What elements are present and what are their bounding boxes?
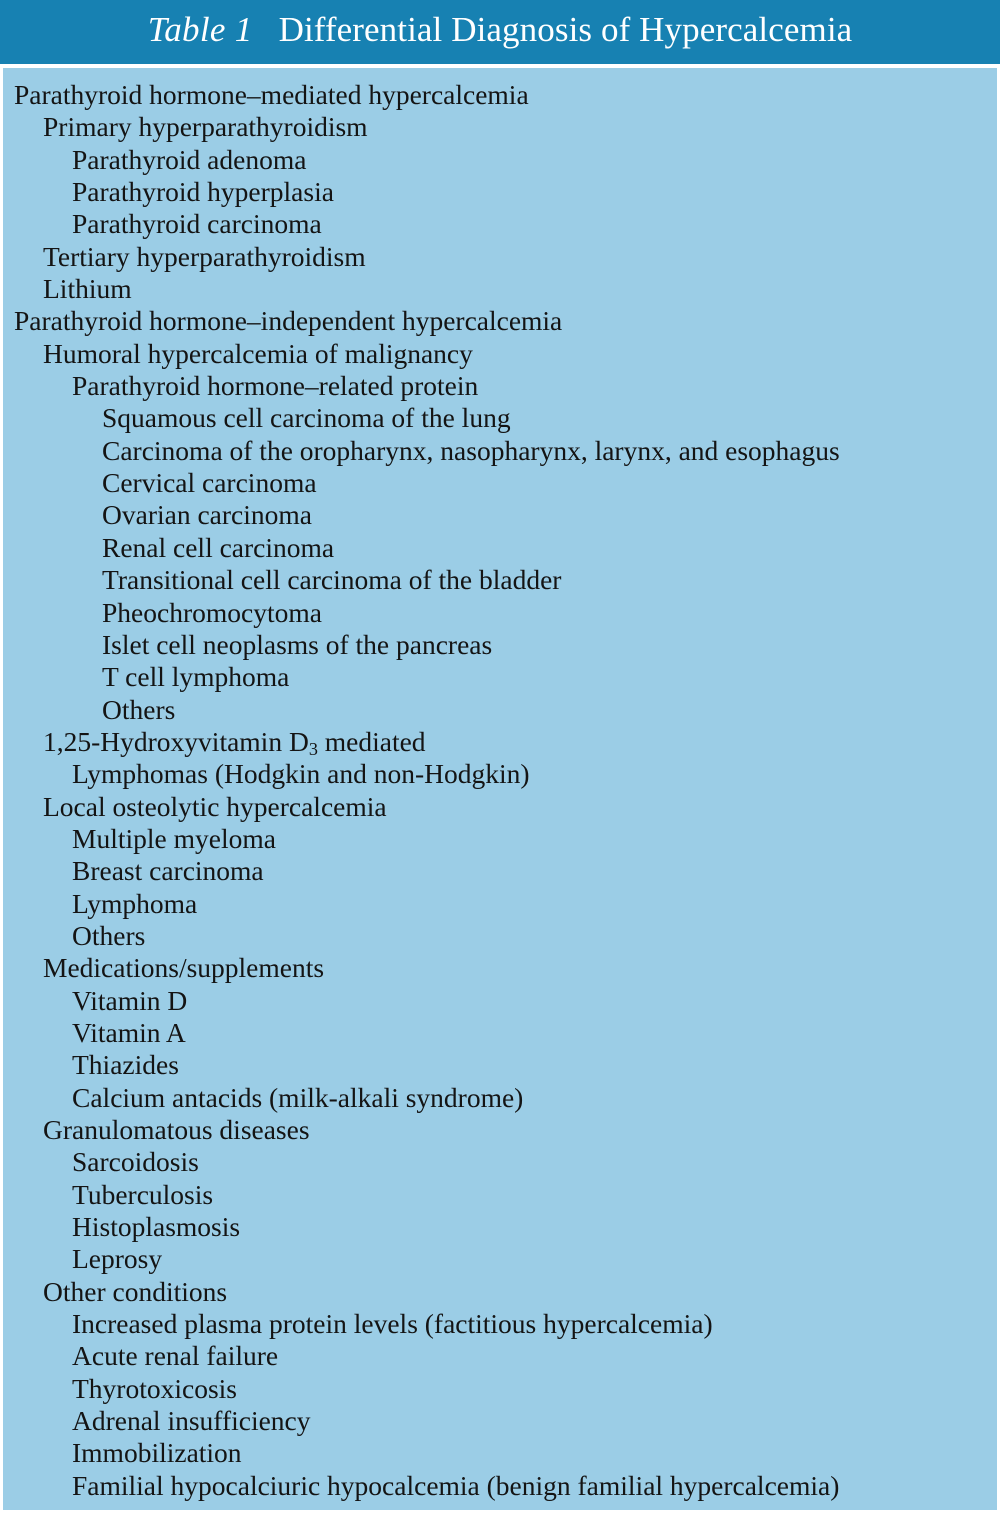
list-item: Lithium — [43, 273, 132, 305]
list-item: Sarcoidosis — [72, 1146, 199, 1178]
list-item: Islet cell neoplasms of the pancreas — [102, 628, 493, 660]
list-item: Parathyroid carcinoma — [72, 208, 322, 240]
list-item: Primary hyperparathyroidism — [43, 111, 368, 143]
list-item: Medications/supplements — [43, 952, 325, 984]
list-item: Tuberculosis — [72, 1178, 214, 1210]
list-item: Local osteolytic hypercalcemia — [43, 790, 387, 822]
list-item: 1,25-Hydroxyvitamin $D_3$ mediated — [43, 725, 426, 759]
list-item: Adrenal insufficiency — [72, 1405, 311, 1437]
list-item: Lymphoma — [72, 887, 198, 919]
list-item: Others — [102, 693, 176, 725]
diagnosis-list — [3, 79, 997, 1502]
list-item: Granulomatous diseases — [43, 1114, 310, 1145]
list-item: Cervical carcinoma — [102, 467, 317, 499]
table-header — [0, 0, 1000, 64]
list-item: Thyrotoxicosis — [72, 1372, 237, 1404]
list-item: Immobilization — [72, 1437, 242, 1469]
list-item: Histoplasmosis — [72, 1211, 241, 1243]
list-item: Parathyroid hyperplasia — [72, 176, 334, 208]
list-item: Renal cell carcinoma — [102, 531, 335, 563]
list-item: Vitamin D — [72, 984, 188, 1016]
list-item: Lymphomas (Hodgkin and non-Hodgkin) — [72, 758, 530, 790]
list-item: Transitional cell carcinoma of the bladder — [102, 564, 562, 596]
list-item: Calcium antacids (milk-alkali syndrome) — [72, 1081, 524, 1113]
list-item: Increased plasma protein levels (factitious hypercalcemia) — [72, 1308, 713, 1340]
list-item: Others — [72, 919, 146, 951]
list-item: Multiple myeloma — [72, 822, 276, 854]
list-item: Squamous cell carcinoma of the lung — [102, 402, 511, 434]
list-item: Parathyroid hormone–independent hypercalcemia — [14, 305, 563, 337]
list-item: T cell lymphoma — [102, 661, 290, 693]
list-item: Parathyroid adenoma — [72, 143, 307, 175]
list-item: Pheochromocytoma — [102, 596, 322, 628]
table-title: Differential Diagnosis of Hypercalcemia — [278, 10, 853, 49]
list-item: Parathyroid hormone–related protein — [72, 370, 479, 402]
list-item: Ovarian carcinoma — [102, 499, 312, 531]
list-item: Carcinoma of the oropharynx, nasopharynx, larynx, and esophagus — [102, 434, 840, 466]
list-item: Thiazides — [72, 1049, 179, 1081]
list-item: Humoral hypercalcemia of malignancy — [43, 337, 473, 369]
table-body — [0, 68, 1000, 1515]
list-item: Familial hypocalciuric hypocalcemia (benign familial hypercalcemia) — [72, 1469, 840, 1501]
list-item: Breast carcinoma — [72, 855, 264, 887]
list-item: Acute renal failure — [72, 1340, 279, 1372]
list-item: Leprosy — [72, 1243, 163, 1275]
list-item: Tertiary hyperparathyroidism — [43, 240, 366, 272]
list-item: Other conditions — [43, 1275, 228, 1307]
list-item: Parathyroid hormone–mediated hypercalcemia — [14, 79, 529, 110]
list-item: Vitamin A — [72, 1016, 186, 1048]
table-number-label: Table 1 — [147, 10, 253, 49]
